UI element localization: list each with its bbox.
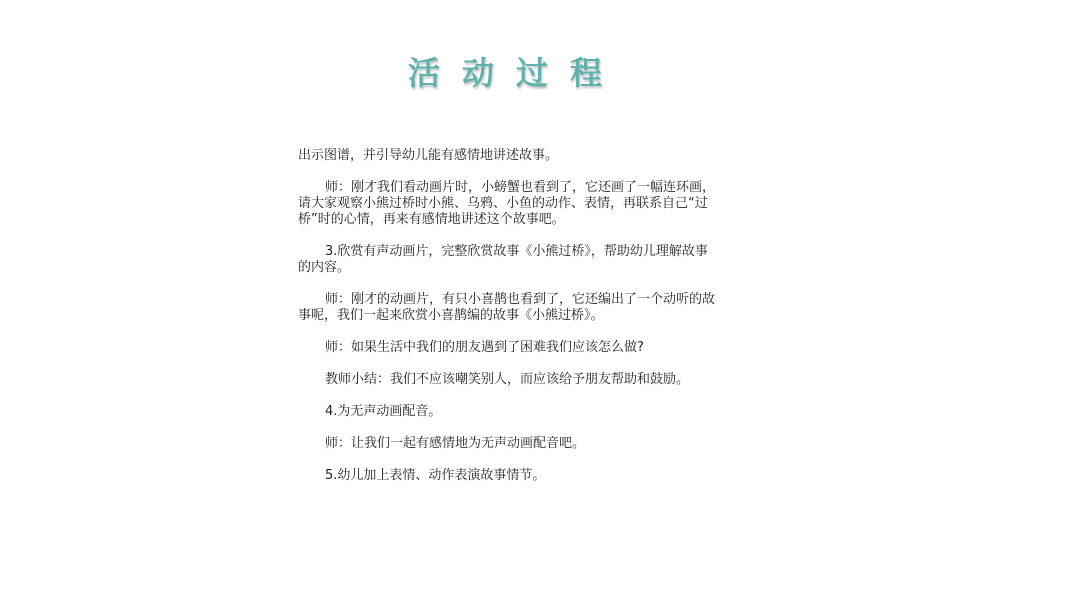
paragraph-line: 4.为无声动画配音。 bbox=[325, 404, 442, 419]
paragraph-line: 师：如果生活中我们的朋友遇到了困难我们应该怎么做? bbox=[325, 340, 644, 355]
paragraph-line: 师：刚才的动画片，有只小喜鹊也看到了，它还编出了一个动听的故 bbox=[325, 292, 716, 307]
paragraph-line: 事呢，我们一起来欣赏小喜鹊编的故事《小熊过桥》。 bbox=[298, 308, 604, 323]
paragraph-line: 桥”时的心情，再来有感情地讲述这个故事吧。 bbox=[298, 212, 565, 227]
paragraph bbox=[298, 292, 738, 324]
paragraph bbox=[298, 436, 738, 452]
paragraph-line: 的内容。 bbox=[298, 260, 351, 275]
paragraph bbox=[298, 340, 738, 356]
paragraph bbox=[298, 404, 738, 420]
paragraph-line: 5.幼儿加上表情、动作表演故事情节。 bbox=[325, 468, 546, 483]
paragraph bbox=[298, 148, 738, 164]
paragraph-line: 3.欣赏有声动画片，完整欣赏故事《小熊过桥》，帮助幼儿理解故事 bbox=[325, 244, 708, 259]
slide-title: 活动过程 bbox=[407, 54, 624, 92]
paragraph-line: 教师小结：我们不应该嘲笑别人，而应该给予朋友帮助和鼓励。 bbox=[325, 372, 690, 387]
paragraph bbox=[298, 244, 738, 276]
paragraph bbox=[298, 372, 738, 388]
paragraph-line: 师：刚才我们看动画片时，小螃蟹也看到了，它还画了一幅连环画， bbox=[325, 180, 716, 195]
paragraph bbox=[298, 468, 738, 484]
slide-body bbox=[298, 148, 738, 500]
paragraph-line: 出示图谱，并引导幼儿能有感情地讲述故事。 bbox=[298, 148, 559, 163]
paragraph-line: 请大家观察小熊过桥时小熊、乌鸦、小鱼的动作、表情，再联系自己“过 bbox=[298, 196, 708, 211]
paragraph-line: 师：让我们一起有感情地为无声动画配音吧。 bbox=[325, 436, 586, 451]
paragraph bbox=[298, 180, 738, 228]
